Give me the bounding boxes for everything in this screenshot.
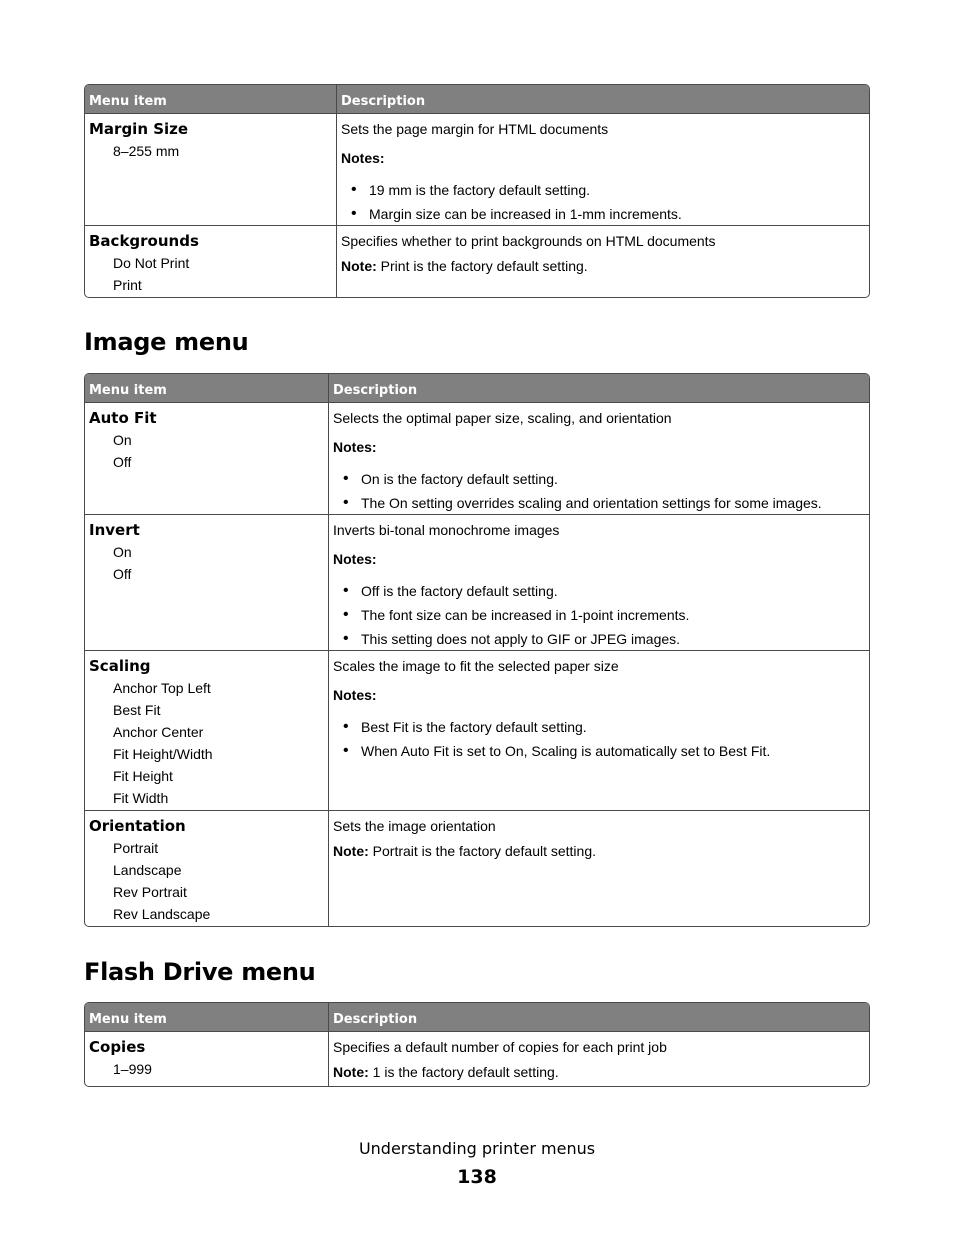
menu-item-name: Scaling: [89, 657, 151, 675]
menu-item-option: Portrait: [113, 840, 159, 856]
header-description: Description: [328, 1003, 869, 1031]
header-description: Description: [336, 85, 869, 113]
note-bullet: • The On setting overrides scaling and orientation settings for some images.: [333, 491, 865, 515]
description-text: Inverts bi-tonal monochrome images: [333, 522, 560, 538]
note-label: Note:: [333, 843, 369, 859]
note-line: [341, 257, 865, 275]
menu-item-option: 1–999: [113, 1061, 152, 1077]
description-text: Specifies whether to print backgrounds on HTML documents: [341, 233, 716, 249]
table-header: [85, 85, 869, 113]
menu-item-option: Rev Portrait: [113, 884, 187, 900]
section-heading-flash-drive-menu: Flash Drive menu: [84, 958, 316, 986]
menu-item-option: Fit Height/Width: [113, 746, 213, 762]
table-header: [85, 1003, 869, 1031]
menu-item-option: Fit Width: [113, 790, 169, 806]
menu-item-option: Print: [113, 277, 142, 293]
flash-drive-menu-table: [84, 1002, 870, 1087]
menu-item-option: 8–255 mm: [113, 143, 180, 159]
menu-item-name: Orientation: [89, 817, 186, 835]
page-number: 138: [457, 1166, 497, 1188]
menu-item-option: Anchor Top Left: [113, 680, 211, 696]
table-row: [85, 1031, 869, 1086]
menu-item-name: Margin Size: [89, 120, 189, 138]
notes-label: Notes:: [333, 551, 377, 567]
section-heading-image-menu: Image menu: [84, 328, 249, 356]
table-row: [85, 650, 869, 810]
description-text: Selects the optimal paper size, scaling, and orientation: [333, 410, 672, 426]
note-bullet: • On is the factory default setting.: [333, 467, 865, 491]
description-text: Sets the image orientation: [333, 818, 496, 834]
menu-item-name: Copies: [89, 1038, 146, 1056]
notes-list: [333, 579, 865, 651]
menu-item-name: Invert: [89, 521, 140, 539]
table-row: [85, 402, 869, 514]
description-text: Scales the image to fit the selected paper size: [333, 658, 619, 674]
note-text: 1 is the factory default setting.: [368, 1064, 559, 1080]
menu-item-option: On: [113, 432, 132, 448]
image-menu-table: [84, 373, 870, 927]
menu-item-option: Rev Landscape: [113, 906, 211, 922]
menu-item-option: On: [113, 544, 132, 560]
header-menu-item: Menu item: [89, 1012, 167, 1027]
note-bullet: • The font size can be increased in 1-point increments.: [333, 603, 865, 627]
description-text: Sets the page margin for HTML documents: [341, 121, 609, 137]
notes-list: [333, 467, 865, 515]
table-row: [85, 225, 869, 297]
notes-label: Notes:: [333, 439, 377, 455]
note-label: Note:: [341, 258, 377, 274]
note-bullet: • Best Fit is the factory default setting.: [333, 715, 865, 739]
note-line: [333, 842, 865, 860]
menu-item-name: Auto Fit: [89, 409, 157, 427]
table-header: [85, 374, 869, 402]
notes-label: Notes:: [333, 687, 377, 703]
note-label: Note:: [333, 1064, 369, 1080]
note-text: Print is the factory default setting.: [376, 258, 588, 274]
menu-item-option: Off: [113, 566, 132, 582]
notes-label: Notes:: [341, 150, 385, 166]
header-menu-item: Menu item: [89, 383, 167, 398]
note-text: Portrait is the factory default setting.: [368, 843, 597, 859]
table-row: [85, 514, 869, 650]
menu-item-option: Landscape: [113, 862, 182, 878]
menu-item-option: Do Not Print: [113, 255, 190, 271]
notes-list: [333, 715, 865, 763]
menu-item-option: Fit Height: [113, 768, 173, 784]
note-bullet: • Margin size can be increased in 1-mm increments.: [341, 202, 865, 226]
note-bullet: • Off is the factory default setting.: [333, 579, 865, 603]
header-menu-item: Menu item: [89, 94, 167, 109]
note-line: [333, 1063, 865, 1081]
html-menu-table: [84, 84, 870, 298]
notes-list: [341, 178, 865, 226]
note-bullet: • 19 mm is the factory default setting.: [341, 178, 865, 202]
note-bullet: • This setting does not apply to GIF or JPEG images.: [333, 627, 865, 651]
menu-item-name: Backgrounds: [89, 232, 199, 250]
menu-item-option: Anchor Center: [113, 724, 204, 740]
header-description: Description: [328, 374, 869, 402]
table-row: [85, 113, 869, 225]
description-text: Specifies a default number of copies for each print job: [333, 1039, 667, 1055]
table-row: [85, 810, 869, 926]
note-bullet: • When Auto Fit is set to On, Scaling is automatically set to Best Fit.: [333, 739, 865, 763]
footer-title: Understanding printer menus: [358, 1139, 596, 1158]
menu-item-option: Off: [113, 454, 132, 470]
menu-item-option: Best Fit: [113, 702, 161, 718]
